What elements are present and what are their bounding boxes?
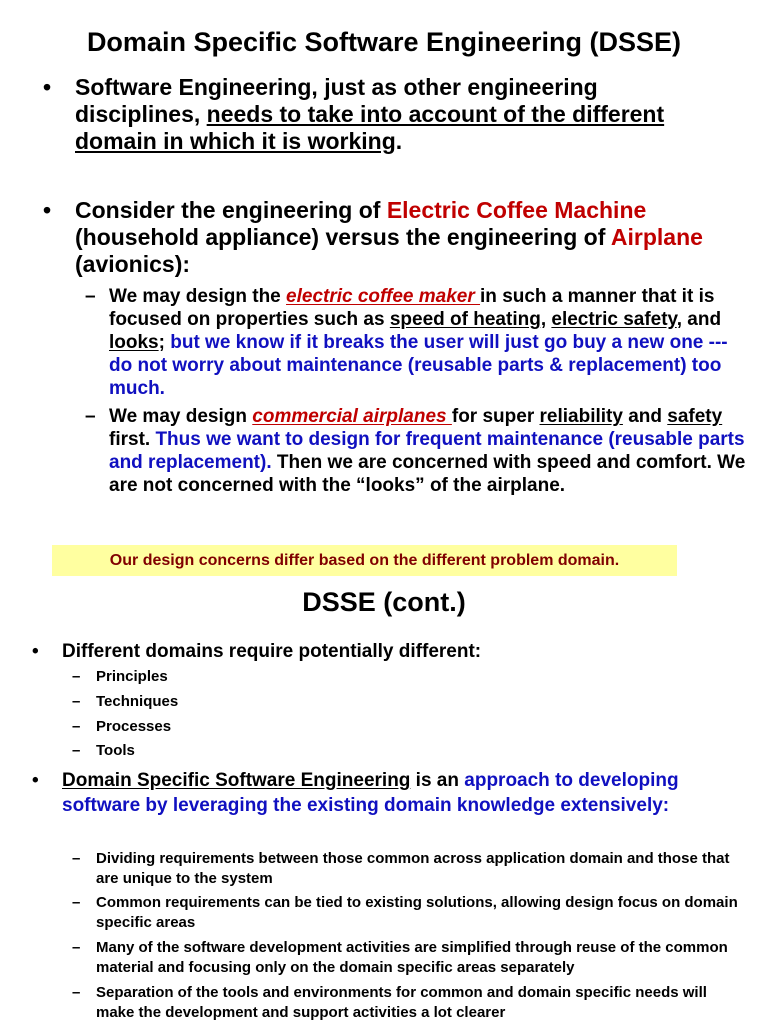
bullet-dsse-approach (32, 768, 752, 818)
list-item (72, 717, 746, 737)
list-item (72, 667, 746, 687)
bullet-icon: • (32, 770, 39, 791)
bullet-icon: • (43, 74, 52, 100)
bullet-different-domains (32, 639, 752, 664)
sub-text: first. (109, 429, 156, 450)
bullet-consider-engineering (43, 197, 725, 278)
dash-icon: – (85, 286, 96, 307)
underlined-reliability: reliability (539, 406, 623, 427)
blue-emphasis: approach to developing software by leveraging the existing domain knowledge extensively: (62, 770, 679, 816)
slide-title: DSSE (cont.) (302, 587, 466, 617)
underlined-safety: safety (667, 406, 723, 427)
bullet-text: Different domains require potentially different: (62, 641, 482, 662)
link-electric-coffee-maker[interactable]: electric coffee maker (286, 286, 481, 307)
list-item-text: Techniques (96, 693, 179, 710)
list-item (72, 849, 746, 889)
sub-text: in such a manner that it is focused on properties such as (109, 286, 715, 330)
underlined-speed-of-heating: speed of heating (389, 309, 541, 330)
design-concerns-callout: Our design concerns differ based on the different problem domain. (52, 545, 677, 576)
bullet-text: (household appliance) versus the engineering of (75, 224, 611, 250)
blue-emphasis: but we know if it breaks the user will just go buy a new one --- do not worry about maintenance (reusable parts & replacement) too much. (109, 332, 728, 399)
list-item (72, 983, 746, 1023)
link-commercial-airplanes[interactable]: commercial airplanes (252, 406, 452, 427)
dash-icon: – (72, 850, 81, 867)
list-item (72, 938, 746, 978)
sub-text: We may design (109, 406, 253, 427)
bullet-text: (avionics): (75, 251, 191, 277)
highlight-coffee-machine: Electric Coffee Machine (386, 197, 647, 223)
bullet-text: Consider the engineering of (75, 197, 387, 223)
sub-text: and (622, 406, 668, 427)
dash-icon: – (72, 718, 81, 735)
blue-emphasis: Thus we want to design for frequent maintenance (reusable parts and replacement). (109, 429, 745, 473)
sub-text: We may design the (109, 286, 287, 307)
sub-bullet-coffee-maker (85, 285, 749, 400)
sub-text: , and (676, 309, 722, 330)
sub-text: Then we are concerned with speed and comfort. We are not concerned with the “looks” of the airplane. (109, 452, 746, 496)
slide-title: Domain Specific Software Engineering (DSSE) (86, 27, 682, 57)
bullet-end: . (395, 128, 403, 154)
list-item-text: Many of the software development activities are simplified through reuse of the common material and focusing only on the domain specific areas separately (96, 939, 728, 976)
list-item-text: Separation of the tools and environments for common and domain specific needs will make the development and support activities a lot clearer (96, 984, 707, 1021)
bullet-text: is an (410, 770, 465, 791)
bullet-icon: • (32, 641, 39, 662)
list-item-text: Processes (96, 718, 172, 735)
dash-icon: – (72, 742, 81, 759)
list-item-text: Common requirements can be tied to existing solutions, allowing design focus on domain specific areas (96, 894, 738, 931)
dash-icon: – (72, 939, 81, 956)
list-item-text: Principles (96, 668, 168, 685)
sub-bullet-airplanes (85, 405, 749, 497)
list-item (72, 692, 746, 712)
underlined-text: needs to take into account of the different domain in which it is working (75, 101, 665, 154)
underlined-looks: looks (109, 332, 159, 353)
dash-icon: – (72, 668, 81, 685)
sub-text: for super (451, 406, 540, 427)
dash-icon: – (72, 984, 81, 1001)
bullet-icon: • (43, 197, 52, 223)
bullet-software-engineering (43, 74, 725, 155)
list-item-text: Tools (96, 742, 135, 759)
dash-icon: – (72, 693, 81, 710)
sub-text: ; (158, 332, 171, 353)
underlined-dsse: Domain Specific Software Engineering (62, 770, 411, 791)
bullet-text: Software Engineering, just as other engineering disciplines, (75, 74, 598, 127)
dash-icon: – (72, 894, 81, 911)
sub-text: , (540, 309, 552, 330)
highlight-airplane: Airplane (610, 224, 703, 250)
list-item (72, 893, 746, 933)
underlined-electric-safety: electric safety (551, 309, 677, 330)
dash-icon: – (85, 406, 96, 427)
list-item-text: Dividing requirements between those common across application domain and those that are unique to the system (96, 850, 730, 887)
list-item (72, 741, 746, 761)
